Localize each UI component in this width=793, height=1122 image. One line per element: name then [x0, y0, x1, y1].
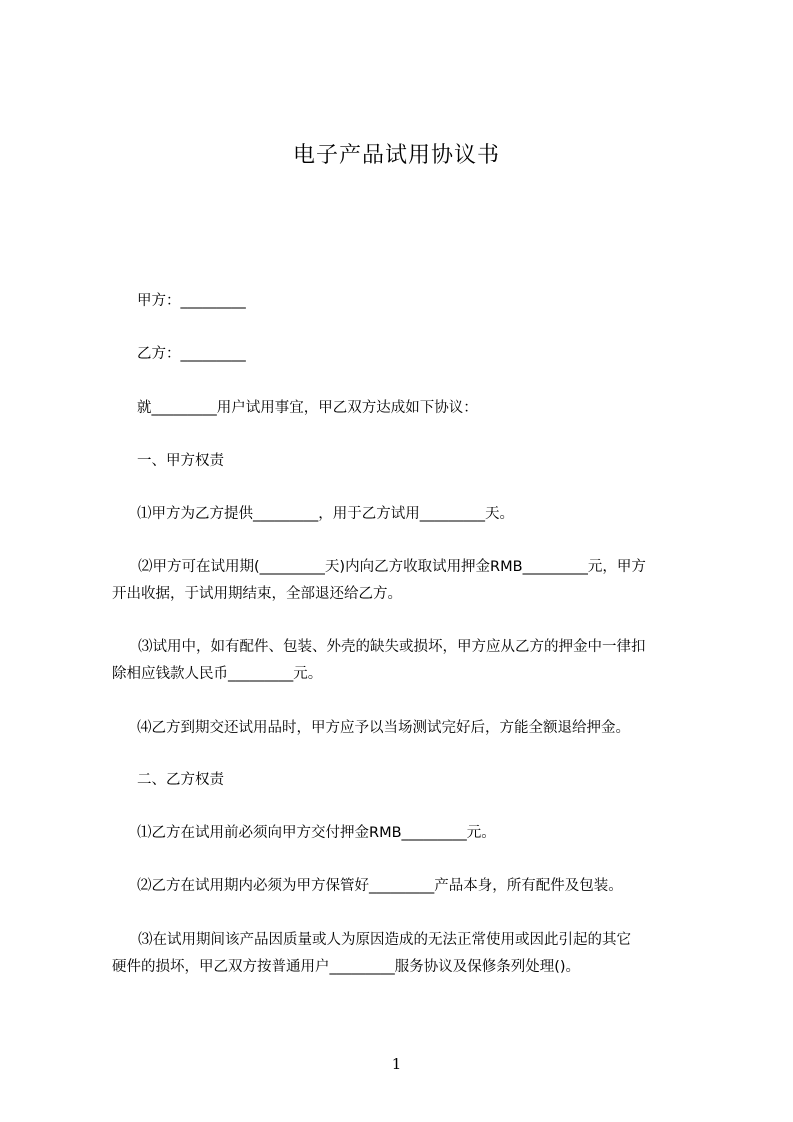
section1-item3-line1: ⑶试用中，如有配件、包装、外壳的缺失或损坏，甲方应从乙方的押金中一律扣: [138, 639, 646, 655]
section2-heading: 二、乙方权责: [137, 772, 224, 788]
section1-item1: ⑴甲方为乙方提供_________，用于乙方试用_________天。: [137, 506, 514, 522]
section1-item2-line1: ⑵甲方可在试用期(_________天)内向乙方收取试用押金RMB_________元，甲方: [138, 559, 646, 575]
section1-item3: [112, 634, 712, 688]
page-number: 1: [391, 1055, 402, 1073]
party-a-line: 甲方：_________: [137, 293, 246, 309]
section1-item4: ⑷乙方到期交还试用品时，甲方应予以当场测试完好后，方能全额退给押金。: [137, 720, 630, 736]
party-b-line: 乙方：_________: [137, 346, 246, 362]
section2-item3: [112, 927, 712, 981]
section2-item3-line1: ⑶在试用期间该产品因质量或人为原因造成的无法正常使用或因此引起的其它: [138, 932, 631, 948]
section2-item2: ⑵乙方在试用期内必须为甲方保管好_________产品本身，所有配件及包装。: [137, 878, 623, 894]
section1-heading: 一、甲方权责: [137, 453, 224, 469]
intro-paragraph: 就_________用户试用事宜，甲乙双方达成如下协议：: [137, 400, 478, 416]
section2-item1: ⑴乙方在试用前必须向甲方交付押金RMB_________元。: [137, 825, 496, 841]
section1-item2-line2: 开出收据，于试用期结束，全部退还给乙方。: [112, 586, 402, 602]
document-title: 电子产品试用协议书: [292, 143, 500, 168]
section2-item3-line2: 硬件的损坏，甲乙双方按普通用户_________服务协议及保修条列处理()。: [112, 959, 581, 975]
section1-item3-line2: 除相应钱款人民币_________元。: [112, 666, 323, 682]
section1-item2: [112, 554, 712, 608]
